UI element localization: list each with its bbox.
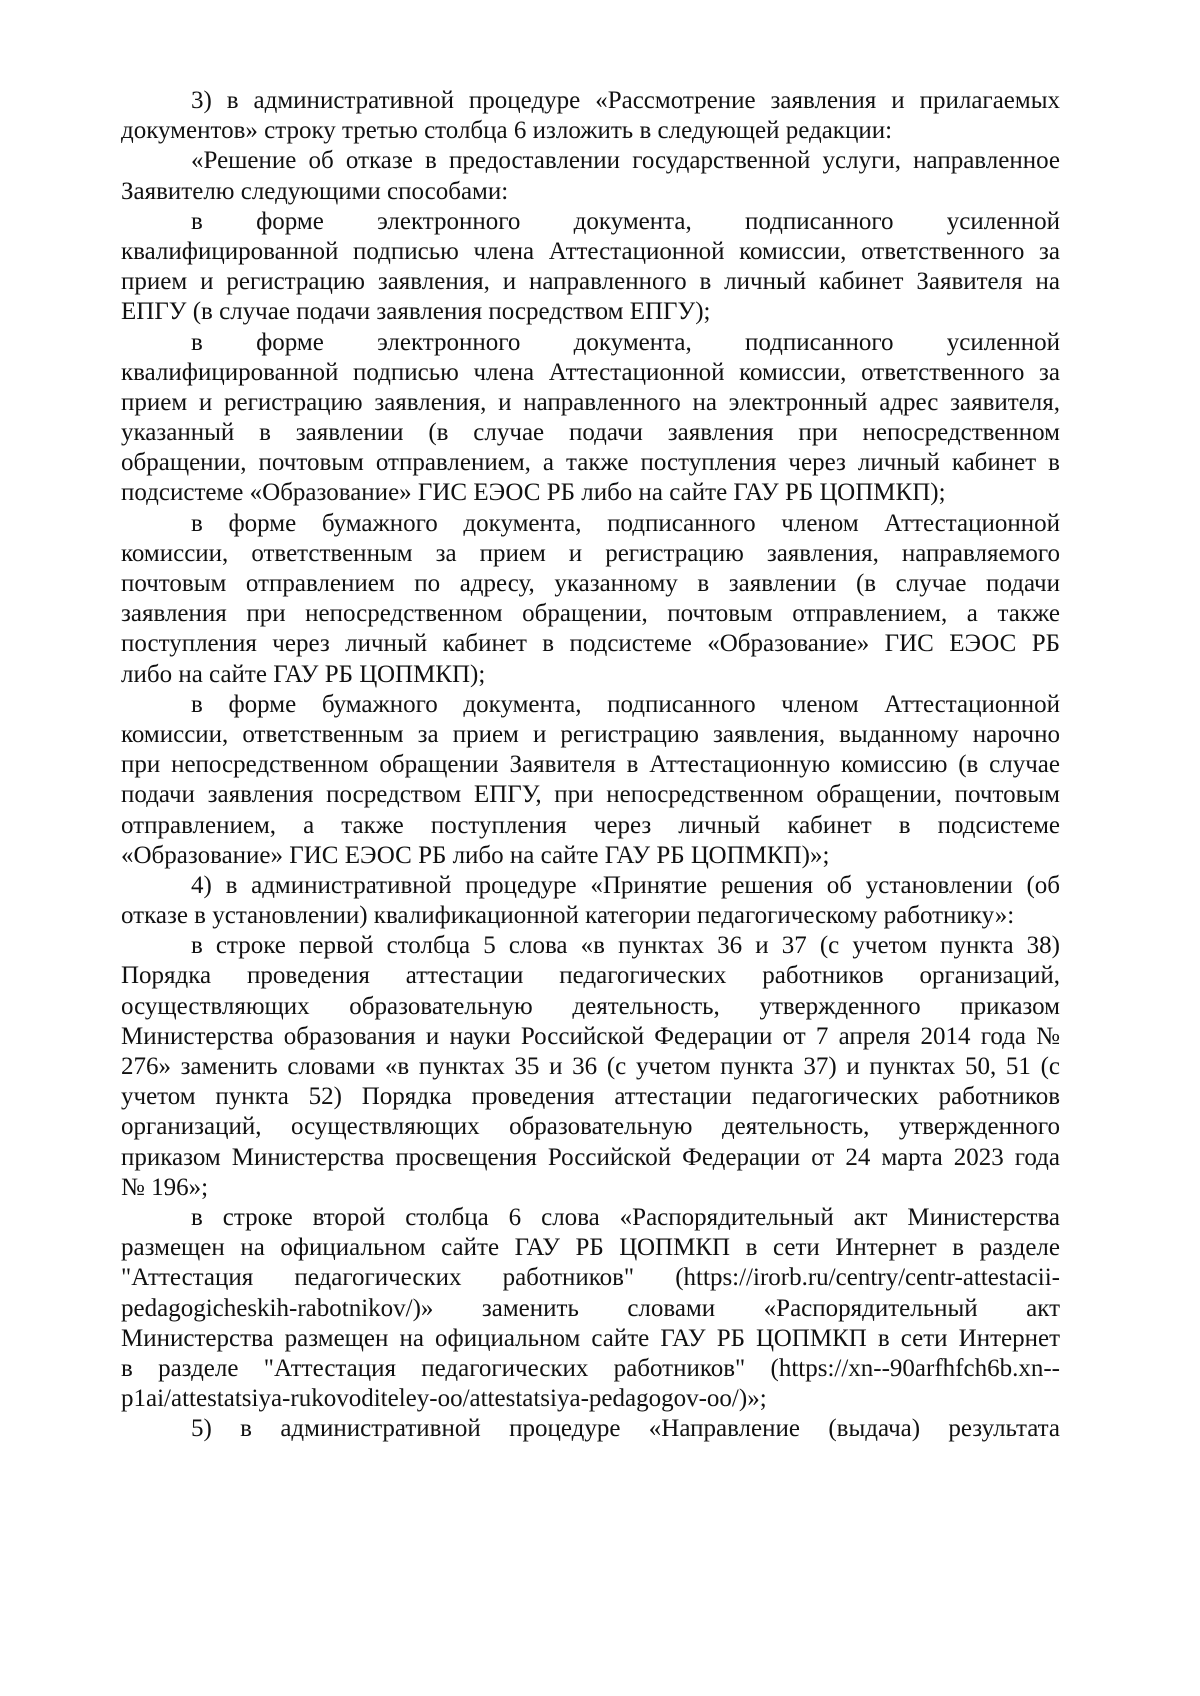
text-line: поступления через личный кабинет в подсистеме «Образование» ГИС ЕЭОС РБ: [121, 630, 1060, 658]
paragraph: [121, 509, 1060, 690]
text-line: отказе в установлении) квалификационной категории педагогическому работнику»:: [121, 902, 1015, 930]
paragraph: [121, 931, 1060, 1203]
text-line: в форме электронного документа, подписанного усиленной: [191, 328, 1060, 356]
paragraph: [121, 207, 1060, 328]
paragraph: [121, 1203, 1060, 1414]
text-line: заявления при непосредственном обращении, почтовым отправлением, а также: [121, 600, 1060, 628]
text-line: подсистеме «Образование» ГИС ЕЭОС РБ либо на сайте ГАУ РБ ЦОПМКП);: [121, 479, 946, 507]
text-line: pedagogicheskih-rabotnikov/)» заменить словами «Распорядительный акт: [121, 1294, 1060, 1322]
text-line: в строке первой столбца 5 слова «в пунктах 36 и 37 (с учетом пункта 38): [191, 932, 1060, 960]
document-body: [121, 86, 1060, 1444]
text-line: p1ai/attestatsiya-rukovoditeley-oo/attestatsiya-pedagogov-oo/)»;: [121, 1385, 767, 1413]
text-line: 4) в административной процедуре «Принятие решения об установлении (об: [191, 871, 1060, 899]
text-line: № 196»;: [121, 1173, 209, 1201]
text-line: прием и регистрацию заявления, и направленного на электронный адрес заявителя,: [121, 388, 1060, 416]
text-line: учетом пункта 52) Порядка проведения аттестации педагогических работников: [121, 1083, 1060, 1111]
text-line: прием и регистрацию заявления, и направленного в личный кабинет Заявителя на: [121, 268, 1060, 296]
text-line: Заявителю следующими способами:: [121, 177, 509, 205]
text-line: организаций, осуществляющих образовательную деятельность, утвержденного: [121, 1113, 1060, 1141]
text-line: обращении, почтовым отправлением, а также поступления через личный кабинет в: [121, 449, 1060, 477]
text-line: «Образование» ГИС ЕЭОС РБ либо на сайте ГАУ РБ ЦОПМКП)»;: [121, 841, 830, 869]
text-line: в разделе "Аттестация педагогических работников" (https://xn--90arfhfch6b.xn--: [121, 1354, 1060, 1382]
text-line: почтовым отправлением по адресу, указанному в заявлении (в случае подачи: [121, 570, 1060, 597]
text-line: в форме электронного документа, подписанного усиленной: [191, 207, 1060, 235]
text-line: комиссии, ответственным за прием и регистрацию заявления, направляемого: [121, 539, 1060, 567]
text-line: размещен на официальном сайте ГАУ РБ ЦОПМКП в сети Интернет в разделе: [121, 1234, 1060, 1262]
text-line: либо на сайте ГАУ РБ ЦОПМКП);: [121, 660, 486, 688]
text-line: «Решение об отказе в предоставлении государственной услуги, направленное: [191, 147, 1060, 175]
text-line: в форме бумажного документа, подписанного членом Аттестационной: [191, 690, 1060, 718]
text-line: ЕПГУ (в случае подачи заявления посредством ЕПГУ);: [121, 298, 711, 326]
text-line: приказом Министерства просвещения Российской Федерации от 24 марта 2023 года: [121, 1143, 1060, 1171]
text-line: квалифицированной подписью члена Аттестационной комиссии, ответственного за: [121, 237, 1060, 265]
text-line: квалифицированной подписью члена Аттестационной комиссии, ответственного за: [121, 358, 1060, 386]
paragraph: [121, 1414, 1060, 1444]
text-line: в строке второй столбца 6 слова «Распорядительный акт Министерства: [191, 1203, 1060, 1231]
text-line: "Аттестация педагогических работников" (https://irorb.ru/centry/centr-attestacii-: [121, 1264, 1060, 1292]
text-line: подачи заявления посредством ЕПГУ, при непосредственном обращении, почтовым: [121, 781, 1060, 809]
text-line: в форме бумажного документа, подписанного членом Аттестационной: [191, 509, 1060, 537]
text-line: 276» заменить словами «в пунктах 35 и 36 (с учетом пункта 37) и пунктах 50, 51 (с: [121, 1053, 1060, 1080]
text-line: Порядка проведения аттестации педагогических работников организаций,: [121, 962, 1060, 990]
text-line: отправлением, а также поступления через личный кабинет в подсистеме: [121, 811, 1060, 839]
paragraph: [121, 690, 1060, 871]
text-line: 5) в административной процедуре «Направление (выдача) результата: [191, 1415, 1060, 1443]
paragraph: [121, 328, 1060, 509]
text-line: документов» строку третью столбца 6 изложить в следующей редакции:: [121, 117, 893, 145]
text-line: 3) в административной процедуре «Рассмотрение заявления и прилагаемых: [191, 87, 1060, 114]
text-line: осуществляющих образовательную деятельность, утвержденного приказом: [121, 992, 1060, 1020]
text-line: комиссии, ответственным за прием и регистрацию заявления, выданному нарочно: [121, 720, 1060, 748]
paragraph: [121, 146, 1060, 206]
text-line: при непосредственном обращении Заявителя в Аттестационную комиссию (в случае: [121, 751, 1060, 779]
text-line: Министерства образования и науки Российской Федерации от 7 апреля 2014 года №: [121, 1022, 1060, 1050]
text-line: Министерства размещен на официальном сайте ГАУ РБ ЦОПМКП в сети Интернет: [121, 1324, 1060, 1352]
paragraph: [121, 871, 1060, 931]
text-line: указанный в заявлении (в случае подачи заявления при непосредственном: [121, 419, 1060, 447]
paragraph: [121, 86, 1060, 146]
